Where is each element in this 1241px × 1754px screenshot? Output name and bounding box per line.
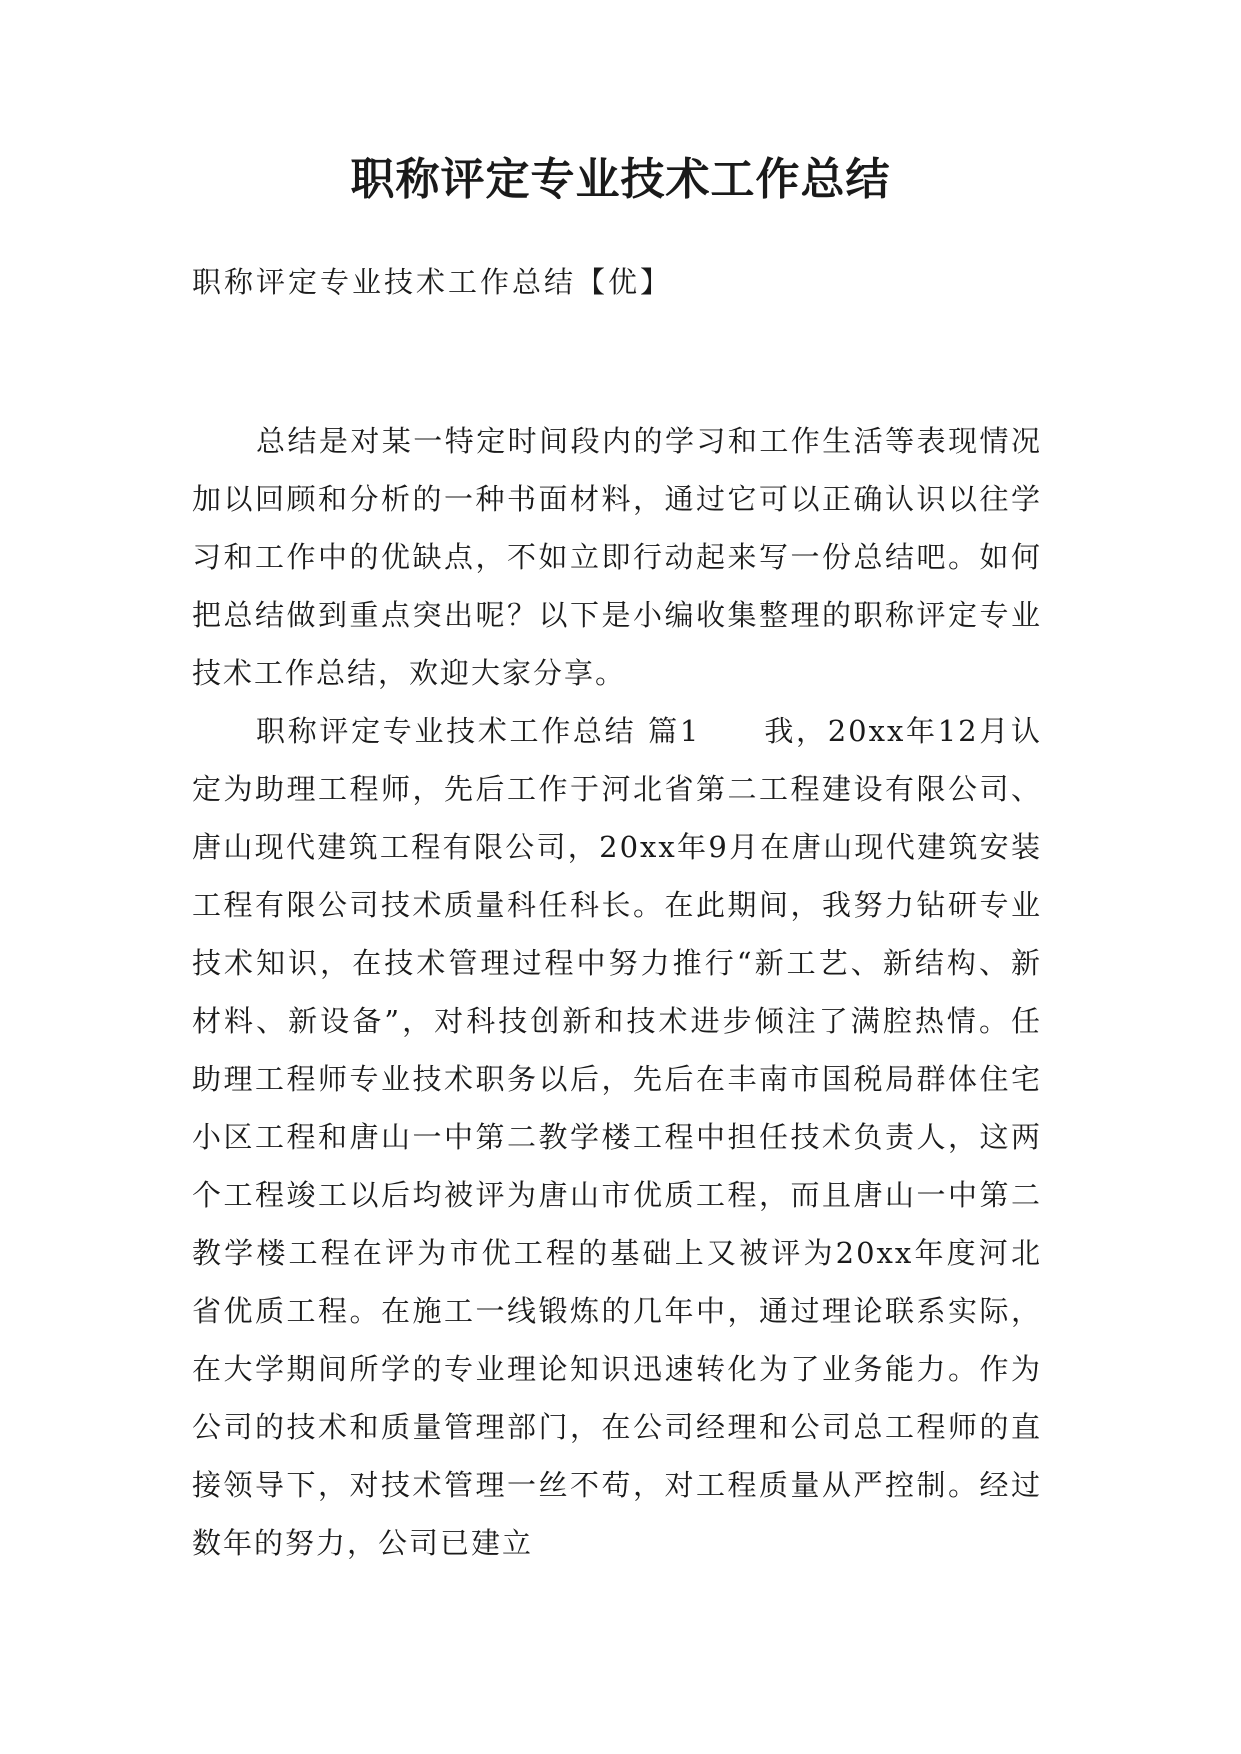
document-subtitle: 职称评定专业技术工作总结【优】 <box>192 265 673 299</box>
document-title: 职称评定专业技术工作总结 <box>350 154 891 205</box>
document-body <box>192 412 1042 1572</box>
paragraph-intro: 总结是对某一特定时间段内的学习和工作生活等表现情况加以回顾和分析的一种书面材料，通过它可以正确认识以往学习和工作中的优缺点，不如立即行动起来写一份总结吧。如何把总结做到重点突出呢？以下是小编收集整理的职称评定专业技术工作总结，欢迎大家分享。 <box>192 424 1042 690</box>
paragraph-section-1: 职称评定专业技术工作总结 篇1 我，20xx年12月认定为助理工程师，先后工作于河北省第二工程建设有限公司、唐山现代建筑工程有限公司，20xx年9月在唐山现代建筑安装工程有限公司技术质量科任科长。在此期间，我努力钻研专业技术知识，在技术管理过程中努力推行“新工艺、新结构、新材料、新设备”，对科技创新和技术进步倾注了满腔热情。任助理工程师专业技术职务以后，先后在丰南市国税局群体住宅小区工程和唐山一中第二教学楼工程中担任技术负责人，这两个工程竣工以后均被评为唐山市优质工程，而且唐山一中第二教学楼工程在评为市优工程的基础上又被评为20xx年度河北省优质工程。在施工一线锻炼的几年中，通过理论联系实际，在大学期间所学的专业理论知识迅速转化为了业务能力。作为公司的技术和质量管理部门，在公司经理和公司总工程师的直接领导下，对技术管理一丝不苟，对工程质量从严控制。经过数年的努力，公司已建立 <box>192 714 1042 1560</box>
